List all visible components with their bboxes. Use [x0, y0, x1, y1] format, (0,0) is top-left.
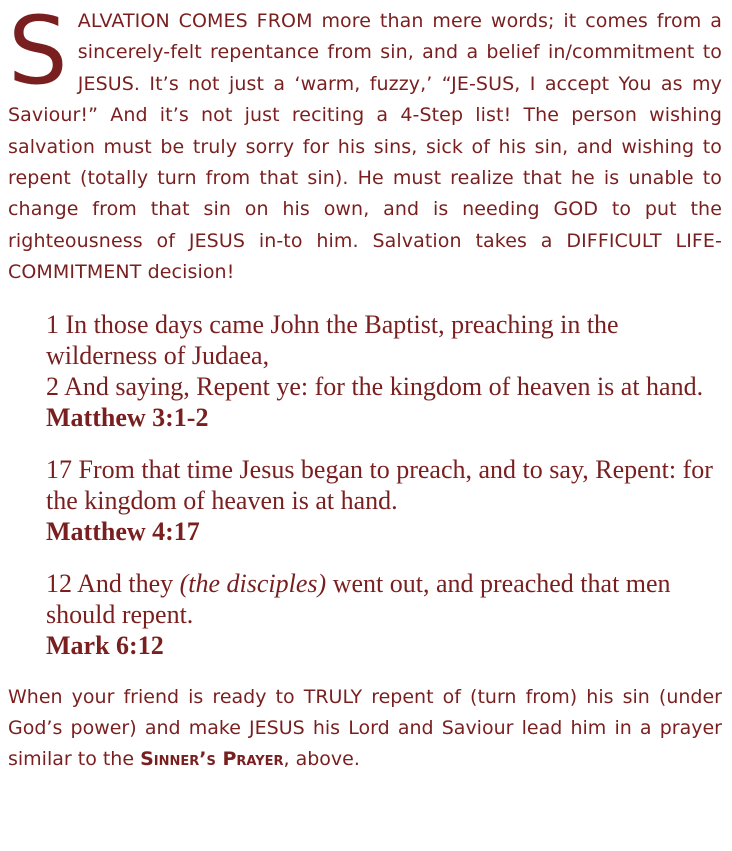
verse-block-matthew-3 — [46, 309, 722, 433]
closing-text: When your friend is ready to TRULY repent of (turn from) his sin (under God’s power) and make JESUS his Lord and Saviour lead him in a prayer similar to the — [8, 685, 722, 771]
verse-reference: Matthew 3:1-2 — [46, 402, 209, 432]
verse-text: 1 In those days came John the Baptist, preaching in the wilderness of Judaea, — [46, 309, 619, 370]
document-page — [8, 0, 722, 776]
verse-reference: Mark 6:12 — [46, 630, 164, 660]
verse-block-matthew-4 — [46, 454, 722, 547]
verse-text-end: went out, and preached that men should repent. — [46, 568, 671, 629]
intro-paragraph — [8, 0, 722, 289]
drop-cap-letter: S — [8, 0, 68, 106]
scripture-quotes — [46, 309, 722, 661]
verse-block-mark-6 — [46, 568, 722, 661]
verse-reference: Matthew 4:17 — [46, 516, 200, 546]
verse-text-start: 12 And they — [46, 568, 180, 598]
closing-text-end: , above. — [283, 748, 360, 771]
verse-text: 2 And saying, Repent ye: for the kingdom of heaven is at hand. — [46, 371, 704, 401]
sinners-prayer-emphasis: Sinner’s Prayer — [140, 748, 284, 771]
verse-text — [46, 568, 722, 630]
verse-italic-note: (the disciples) — [179, 568, 327, 598]
closing-paragraph — [8, 682, 722, 776]
intro-text: ALVATION COMES FROM more than mere words; it comes from a sincerely-felt repentance from sin, and a belief in/commitment to JESUS. It’s not just a ‘warm, fuzzy,’ “JE-SUS, I accept You as my Saviour!” And it’s not just reciting a 4-Step list! The person wishing salvation must be truly sorry for his sins, sick of his sin, and wishing to repent (totally turn from that sin). He must realize that he is unable to change from that sin on his own, and is needing GOD to put the righteousness of JESUS in-to him. Salvation takes a DIFFICULT LIFE-COMMITMENT decision! — [8, 10, 722, 284]
verse-text: 17 From that time Jesus began to preach, and to say, Repent: for the kingdom of heaven is at hand. — [46, 454, 713, 515]
